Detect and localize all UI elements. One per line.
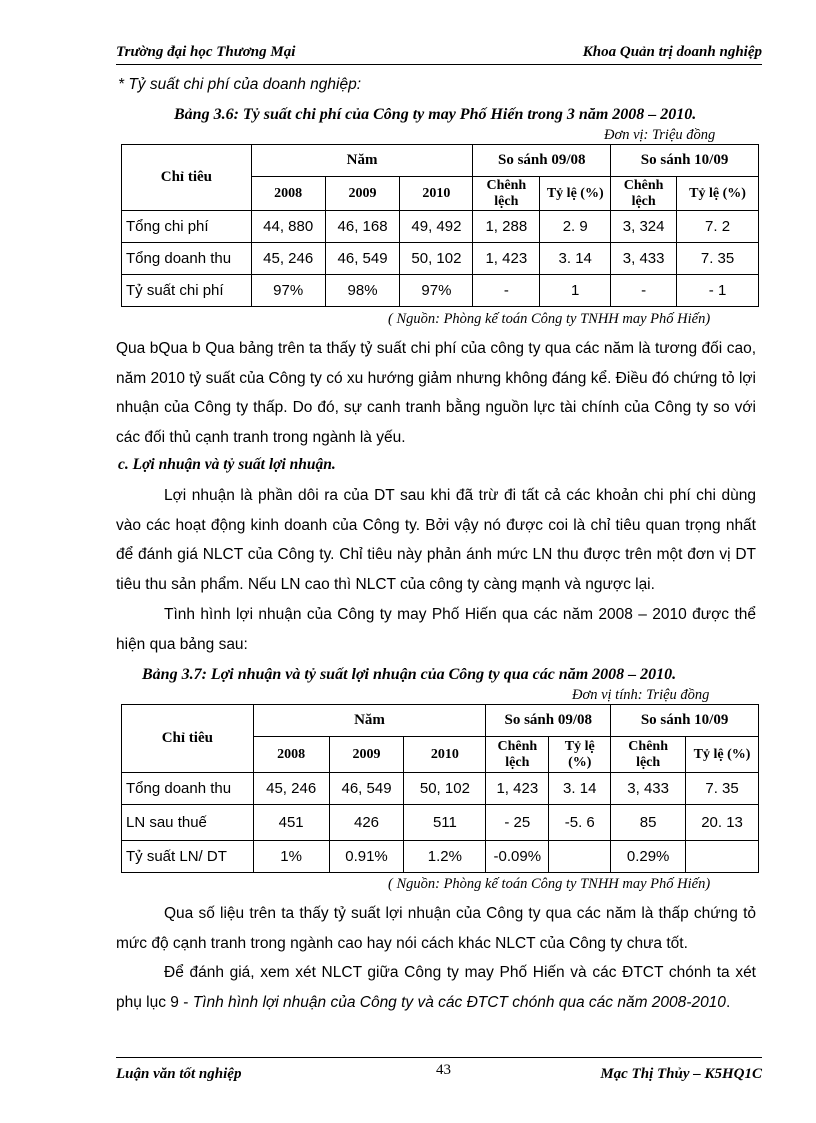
table-cell: LN sau thuế bbox=[122, 805, 254, 841]
table-row bbox=[122, 841, 759, 873]
header-faculty: Khoa Quản trị doanh nghiệp bbox=[582, 44, 762, 60]
table-cell: 1.2% bbox=[404, 841, 486, 873]
footer-thesis-label: Luận văn tốt nghiệp bbox=[116, 1066, 242, 1082]
table-cell: 44, 880 bbox=[251, 211, 325, 243]
table-cell: 1% bbox=[253, 841, 329, 873]
table-row bbox=[122, 211, 759, 243]
header-2008: 2008 bbox=[253, 737, 329, 773]
header-rule bbox=[116, 64, 762, 65]
table-cell: 511 bbox=[404, 805, 486, 841]
paragraph-4: Qua số liệu trên ta thấy tỷ suất lợi nhuận của Công ty qua các năm là thấp chứng tỏ mức độ cạnh tranh trong ngành cao hay nói cách khác NLCT của Công ty chưa tốt. bbox=[116, 905, 756, 952]
table-cell: 7. 35 bbox=[686, 773, 759, 805]
table-cell: 20. 13 bbox=[686, 805, 759, 841]
header-compare-09-08: So sánh 09/08 bbox=[486, 705, 611, 737]
table-cell: 50, 102 bbox=[400, 243, 473, 275]
header-university: Trường đại học Thương Mại bbox=[116, 44, 296, 60]
header-indicator: Chỉ tiêu bbox=[122, 145, 252, 211]
paragraph-5-text: Để đánh giá, xem xét NLCT giữa Công ty may Phố Hiến và các ĐTCT chónh ta xét phụ lục 9 - bbox=[116, 964, 756, 1011]
paragraph-1: Qua bQua b Qua bảng trên ta thấy tỷ suất chi phí của công ty qua các năm là tương đối cao, năm 2010 tỷ suất của Công ty có xu hướng giảm nhưng không đáng kể. Điều đó chứng tỏ lợi nhuận của Công ty thấp. Do đó, sự canh tranh bằng nguồn lực tài chính của Công ty so với các đối thủ cạnh tranh trong ngành là yếu. bbox=[116, 340, 756, 446]
table-cell: 3, 433 bbox=[611, 243, 677, 275]
table-cell: 2. 9 bbox=[540, 211, 611, 243]
header-rate-1: Tỷ lệ (%) bbox=[549, 737, 611, 773]
header-diff-2: Chênh lệch bbox=[611, 737, 686, 773]
header-rate-2: Tỷ lệ (%) bbox=[686, 737, 759, 773]
header-diff-1: Chênh lệch bbox=[473, 177, 540, 211]
table-cell: 85 bbox=[611, 805, 686, 841]
table-cell: Tỷ suất LN/ DT bbox=[122, 841, 254, 873]
table-cell: 50, 102 bbox=[404, 773, 486, 805]
table-cell: 46, 168 bbox=[325, 211, 400, 243]
table-cell: 426 bbox=[329, 805, 404, 841]
table2-source: ( Nguồn: Phòng kế toán Công ty TNHH may Phố Hiến) bbox=[388, 876, 711, 892]
paragraph-5-end: . bbox=[725, 993, 731, 1011]
table1 bbox=[121, 144, 759, 307]
table-cell: -5. 6 bbox=[549, 805, 611, 841]
table-cell: 45, 246 bbox=[253, 773, 329, 805]
footer-author: Mạc Thị Thủy – K5HQ1C bbox=[600, 1066, 762, 1082]
paragraph-2: Lợi nhuận là phần dôi ra của DT sau khi đã trừ đi tất cả các khoản chi phí chi dùng vào các hoạt động kinh doanh của Công ty. Bởi vậy nó được coi là chỉ tiêu quan trọng nhất để đánh giá NLCT của Công ty. Chỉ tiêu này phản ánh mức LN thu được trên một đơn vị DT tiêu thu sản phẩm. Nếu LN cao thì NLCT của công ty càng mạnh và ngược lại. bbox=[116, 487, 756, 593]
table-cell: 1, 423 bbox=[473, 243, 540, 275]
table-cell: 45, 246 bbox=[251, 243, 325, 275]
table-cell: 3, 324 bbox=[611, 211, 677, 243]
table1-unit: Đơn vị: Triệu đồng bbox=[604, 127, 716, 143]
table-cell bbox=[549, 841, 611, 873]
table1-source: ( Nguồn: Phòng kế toán Công ty TNHH may Phố Hiến) bbox=[388, 311, 711, 327]
table-cell: 451 bbox=[253, 805, 329, 841]
table2 bbox=[121, 704, 759, 873]
table-cell: Tỷ suất chi phí bbox=[122, 275, 252, 307]
table-cell: 3. 14 bbox=[549, 773, 611, 805]
table-cell: Tổng doanh thu bbox=[122, 243, 252, 275]
table-row bbox=[122, 773, 759, 805]
header-compare-10-09: So sánh 10/09 bbox=[611, 705, 759, 737]
table-cell: 1, 423 bbox=[486, 773, 549, 805]
table1-caption: Bảng 3.6: Tỷ suất chi phí của Công ty may Phố Hiến trong 3 năm 2008 – 2010. bbox=[174, 106, 697, 123]
header-compare-10-09: So sánh 10/09 bbox=[611, 145, 759, 177]
table-cell: 0.29% bbox=[611, 841, 686, 873]
table-cell: 46, 549 bbox=[329, 773, 404, 805]
table-row bbox=[122, 243, 759, 275]
header-indicator: Chỉ tiêu bbox=[122, 705, 254, 773]
table-cell: 3, 433 bbox=[611, 773, 686, 805]
header-2010: 2010 bbox=[404, 737, 486, 773]
table-cell: - bbox=[611, 275, 677, 307]
table-cell bbox=[686, 841, 759, 873]
table-cell: 1 bbox=[540, 275, 611, 307]
paragraph-5 bbox=[116, 958, 756, 1017]
table-cell: 49, 492 bbox=[400, 211, 473, 243]
table-cell: 97% bbox=[251, 275, 325, 307]
table-cell: Tổng doanh thu bbox=[122, 773, 254, 805]
table-cell: Tổng chi phí bbox=[122, 211, 252, 243]
section-label: * Tỷ suất chi phí của doanh nghiệp: bbox=[118, 76, 361, 93]
heading-c: c. Lợi nhuận và tỷ suất lợi nhuận. bbox=[118, 456, 336, 473]
header-rate-1: Tỷ lệ (%) bbox=[540, 177, 611, 211]
table-row bbox=[122, 805, 759, 841]
appendix-9-title: Tình hình lợi nhuận của Công ty và các ĐTCT chónh qua các năm 2008-2010 bbox=[192, 993, 726, 1011]
header-2008: 2008 bbox=[251, 177, 325, 211]
header-rate-2: Tỷ lệ (%) bbox=[677, 177, 759, 211]
table-cell: 98% bbox=[325, 275, 400, 307]
header-years: Năm bbox=[251, 145, 473, 177]
header-2010: 2010 bbox=[400, 177, 473, 211]
table-cell: 97% bbox=[400, 275, 473, 307]
table-cell: - bbox=[473, 275, 540, 307]
table-cell: 7. 2 bbox=[677, 211, 759, 243]
page-footer bbox=[116, 1062, 762, 1082]
page-header bbox=[116, 44, 762, 64]
paragraph-3: Tình hình lợi nhuận của Công ty may Phố Hiến qua các năm 2008 – 2010 được thể hiện qua bảng sau: bbox=[116, 606, 756, 653]
table-cell: 46, 549 bbox=[325, 243, 400, 275]
table-cell: 7. 35 bbox=[677, 243, 759, 275]
table-cell: - 1 bbox=[677, 275, 759, 307]
header-2009: 2009 bbox=[325, 177, 400, 211]
header-2009: 2009 bbox=[329, 737, 404, 773]
footer-rule bbox=[116, 1057, 762, 1058]
table-cell: -0.09% bbox=[486, 841, 549, 873]
table-cell: - 25 bbox=[486, 805, 549, 841]
table-cell: 3. 14 bbox=[540, 243, 611, 275]
header-years: Năm bbox=[253, 705, 486, 737]
header-compare-09-08: So sánh 09/08 bbox=[473, 145, 611, 177]
header-diff-2: Chênh lệch bbox=[611, 177, 677, 211]
table2-unit: Đơn vị tính: Triệu đồng bbox=[572, 687, 710, 703]
table-cell: 0.91% bbox=[329, 841, 404, 873]
table-cell: 1, 288 bbox=[473, 211, 540, 243]
page-number: 43 bbox=[436, 1062, 451, 1078]
table2-caption: Bảng 3.7: Lợi nhuận và tỷ suất lợi nhuận của Công ty qua các năm 2008 – 2010. bbox=[142, 666, 677, 683]
table-row bbox=[122, 275, 759, 307]
header-diff-1: Chênh lệch bbox=[486, 737, 549, 773]
